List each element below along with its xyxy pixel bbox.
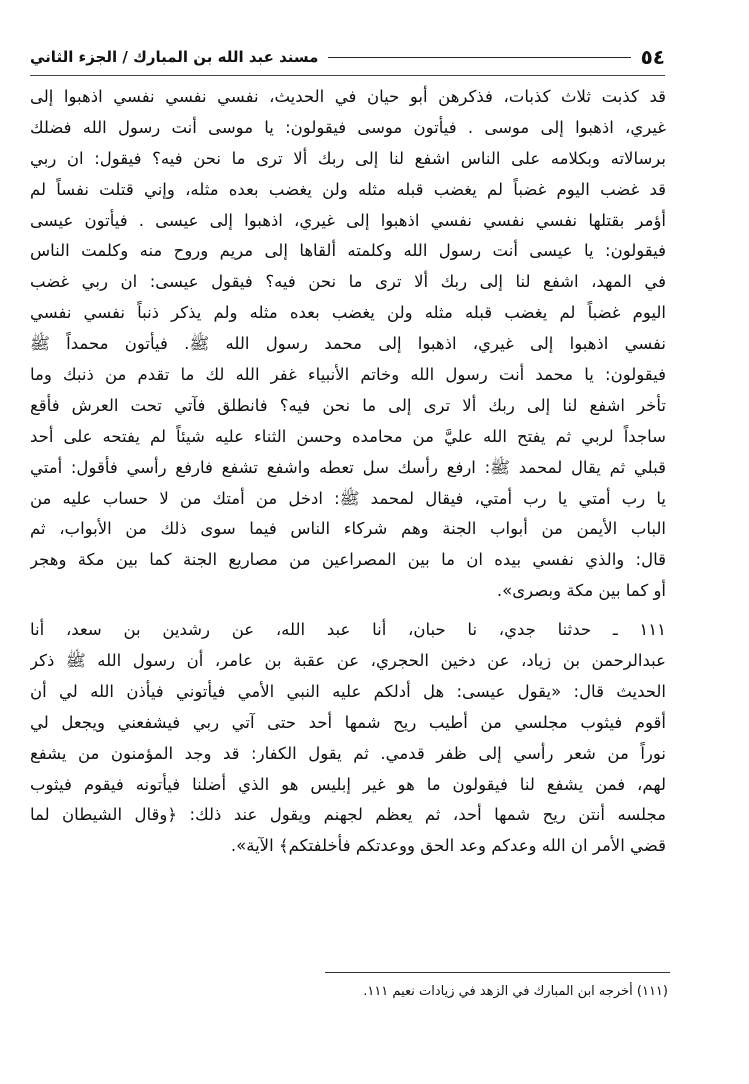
text-line: الحديث قال: «يقول عيسى: هل أدلكم عليه النبي الأمي فيأتوني فيأذن الله لي أن — [30, 681, 666, 701]
text-line: لهم، فمن يشفع لنا فيقولون ما هو غير إبليس هو الذي أضلنا فيأتونه فيقوم فيثوب — [30, 774, 666, 794]
paragraph-gap — [30, 607, 666, 615]
text-line: قضي الأمر ان الله وعدكم وعد الحق ووعدتكم فأخلفتكم﴾ الآية». — [230, 836, 666, 856]
footnote-rule — [325, 972, 670, 973]
text-line: قال: والذي نفسي بيده ان ما بين المصراعين من مصاريع الجنة كما بين مكة وهجر — [30, 550, 666, 570]
text-line: تأخر اشفع لنا إلى ربك ألا ترى إلى ما نحن فيه؟ فانطلق فآتي تحت العرش فأقع — [30, 395, 666, 415]
text-line: نوراً من شعر رأسي إلى ظفر قدمي. ثم يقول الكفار: قد وجد المؤمنون من يشفع — [30, 743, 666, 763]
text-line: عبدالرحمن بن زياد، عن دخين الحجري، عن عقبة بن عامر، أن رسول الله ﷺ ذكر — [30, 651, 666, 671]
text-line: الباب الأيمن من أبواب الجنة وهم شركاء الناس فيما سوى ذلك من الأبواب، ثم — [30, 519, 666, 539]
page-number: ٥٤ — [640, 45, 665, 69]
text-line: أؤمر بقتلها نفسي نفسي نفسي اذهبوا إلى غيري، اذهبوا إلى عيسى . فيأتون عيسى — [30, 210, 666, 230]
footnote: (١١١) أخرجه ابن المبارك في الزهد في زيادات نعيم ١١١. — [363, 984, 668, 999]
text-line: قبلي ثم يقال لمحمد ﷺ: ارفع رأسك سل تعطه واشفع تشفع فارفع رأسي فأقول: أمتي — [30, 457, 666, 477]
text-line: يا رب أمتي يا رب أمتي، فيقال لمحمد ﷺ: ادخل من أمتك من لا حساب عليه من — [30, 488, 666, 508]
text-line: فيقولون: يا محمد أنت رسول الله وخاتم الأنبياء غفر الله لك ما تقدم من ذنبك وما — [30, 365, 666, 385]
text-line: اليوم غضباً لم يغضب قبله مثله ولن يغضب بعده مثله ولم يذكر ذنباً نفسي نفسي — [30, 303, 666, 323]
text-line: غيري، اذهبوا إلى موسى . فيأتون موسى فيقولون: يا موسى أنت رسول الله فضلك — [30, 117, 666, 137]
text-line: في المهد، اشفع لنا إلى ربك ألا ترى ما نحن فيه؟ فيقول عيسى: ان ربي غضب — [30, 272, 666, 292]
paragraph-hadith-111 — [30, 615, 666, 862]
text-line: أقوم فيثوب مجلسي من أطيب ريح شمها أحد حتى آتي ربي فيشفعني ويجعل لي — [30, 712, 666, 732]
text-line: نفسي اذهبوا إلى غيري، اذهبوا إلى محمد رسول الله ﷺ. فيأتون محمداً ﷺ — [30, 334, 666, 354]
text-line: قد كذبت ثلاث كذبات، فذكرهن أبو حيان في الحديث، نفسي نفسي نفسي اذهبوا إلى — [30, 87, 666, 106]
text-line: قد غضب اليوم غضباً لم يغضب قبله مثله ولن يغضب بعده مثله، وإني قتلت نفساً لم — [30, 179, 666, 199]
page-header — [30, 40, 665, 74]
paragraph-hadith-continuation — [30, 82, 666, 607]
text-line: مجلسه أنتن ريح شمها أحد، ثم يعظم لجهنم ويقول عند ذلك: ﴿وقال الشيطان لما — [30, 805, 666, 825]
header-rule — [328, 57, 630, 58]
text-line: أو كما بين مكة وبصرى». — [496, 581, 666, 601]
text-line: ١١١ ـ حدثنا جدي، نا حبان، أنا عبد الله، عن رشدين بن سعد، أنا — [30, 620, 666, 640]
main-text — [30, 82, 666, 862]
running-title: مسند عبد الله بن المبارك / الجزء الثاني — [30, 48, 319, 66]
header-underline — [30, 75, 665, 76]
text-line: ساجداً لربي ثم يفتح الله عليَّ من محامده وحسن الثناء عليه شيئاً لم يفتحه على أحد — [30, 426, 666, 446]
text-line: برسالاته وبكلامه على الناس اشفع لنا إلى ربك ألا ترى ما نحن فيه؟ فيقول: ان ربي — [30, 148, 666, 168]
text-line: فيقولون: يا عيسى أنت رسول الله وكلمته ألقاها إلى مريم وروح منه وكلمت الناس — [30, 241, 666, 261]
